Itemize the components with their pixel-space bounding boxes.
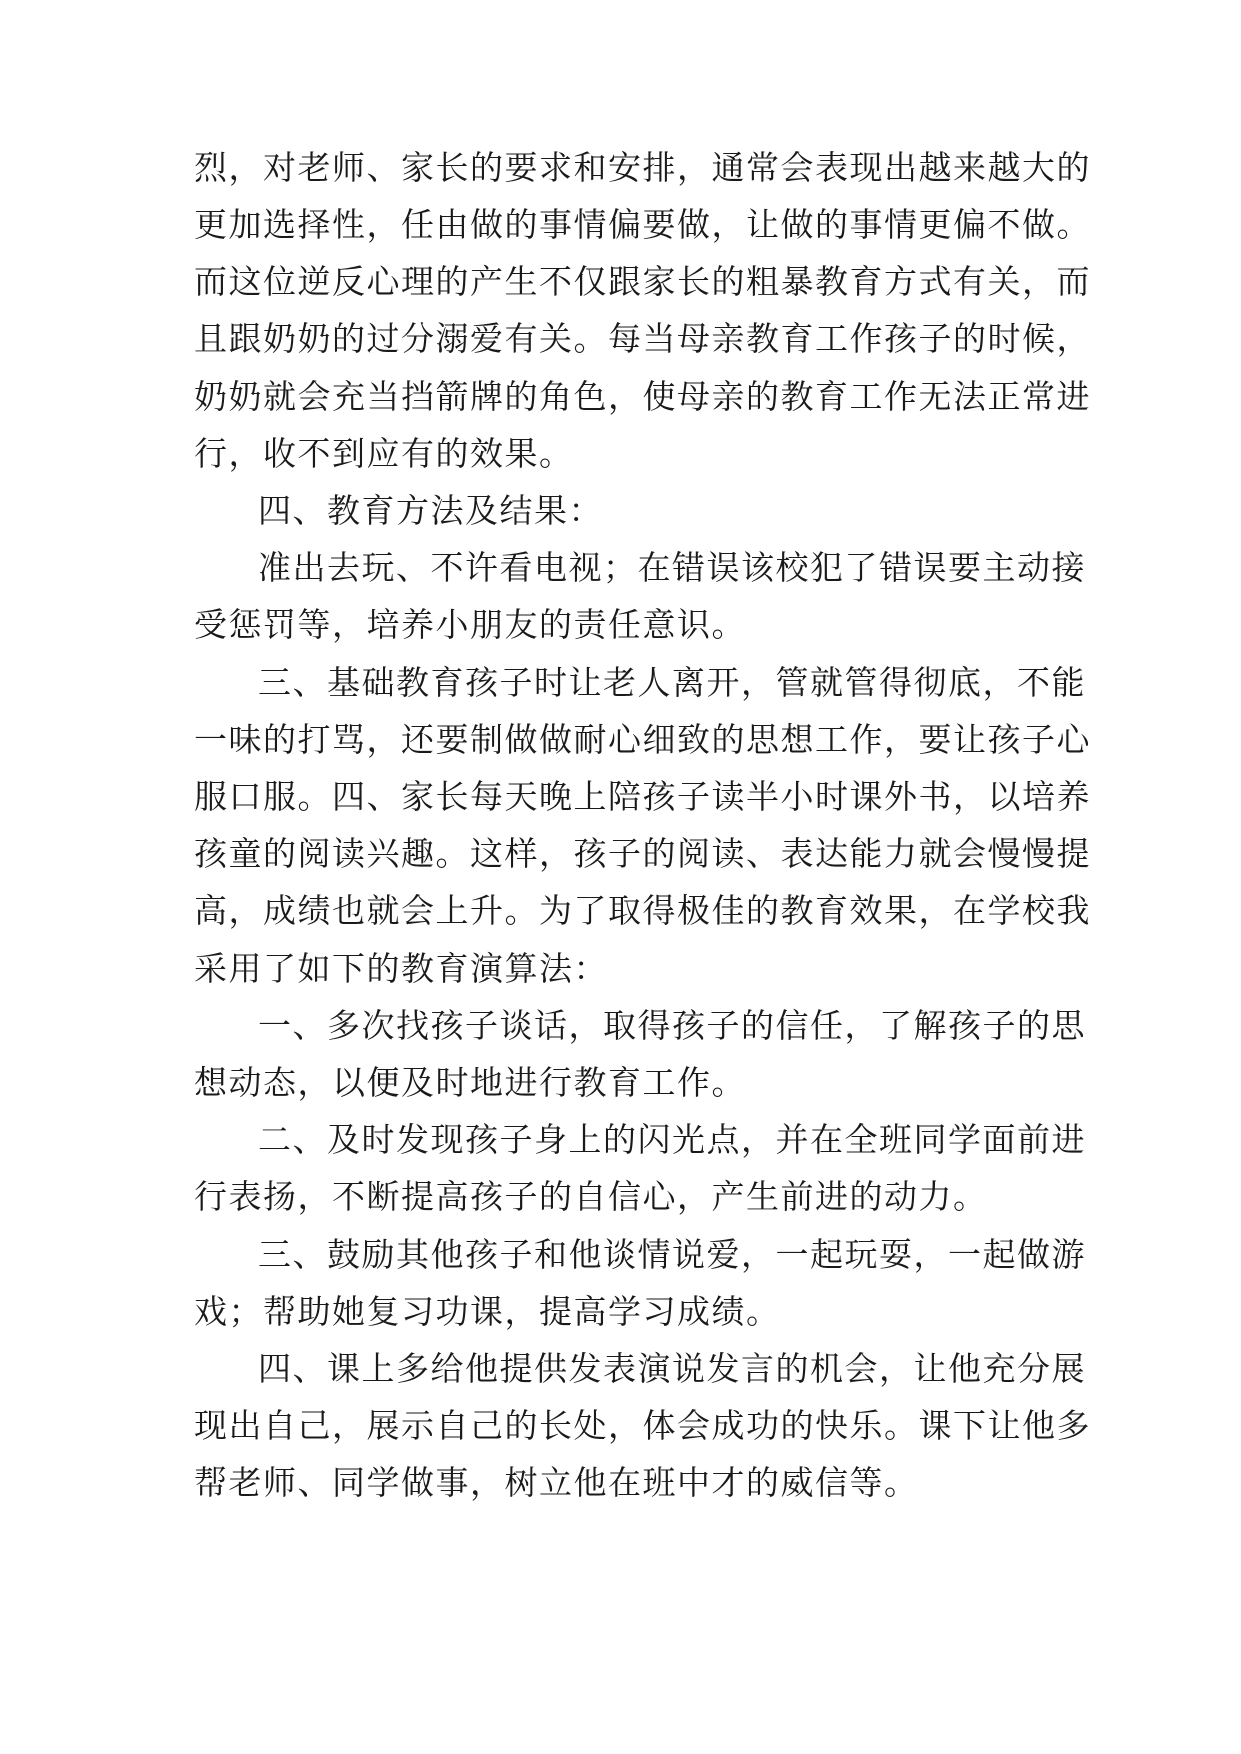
text-line: 行，收不到应有的效果。: [194, 434, 574, 473]
text-line: 高，成绩也就会上升。为了取得极佳的教育效果，在学校我: [194, 891, 1091, 930]
text-line: 二、及时发现孩子身上的闪光点，并在全班同学面前进: [258, 1120, 1086, 1159]
text-line: 准出去玩、不许看电视；在错误该校犯了错误要主动接: [258, 548, 1086, 587]
text-line: 孩童的阅读兴趣。这样，孩子的阅读、表达能力就会慢慢提: [194, 834, 1091, 873]
text-line: 现出自己，展示自己的长处，体会成功的快乐。课下让他多: [194, 1406, 1091, 1445]
text-line: 三、基础教育孩子时让老人离开，管就管得彻底，不能: [258, 663, 1086, 702]
text-line: 受惩罚等，培养小朋友的责任意识。: [194, 605, 746, 644]
text-line: 帮老师、同学做事，树立他在班中才的威信等。: [194, 1463, 919, 1502]
text-line: 奶奶就会充当挡箭牌的角色，使母亲的教育工作无法正常进: [194, 377, 1091, 416]
text-line: 三、鼓励其他孩子和他谈情说爱，一起玩耍，一起做游: [258, 1235, 1086, 1274]
text-line: 烈，对老师、家长的要求和安排，通常会表现出越来越大的: [194, 148, 1091, 187]
text-line: 采用了如下的教育演算法：: [194, 949, 608, 988]
text-line: 一味的打骂，还要制做做耐心细致的思想工作，要让孩子心: [194, 720, 1091, 759]
text-line: 而这位逆反心理的产生不仅跟家长的粗暴教育方式有关，而: [194, 262, 1091, 301]
text-line: 戏；帮助她复习功课，提高学习成绩。: [194, 1292, 781, 1331]
text-line: 行表扬，不断提高孩子的自信心，产生前进的动力。: [194, 1177, 988, 1216]
text-line: 服口服。四、家长每天晚上陪孩子读半小时课外书，以培养: [194, 777, 1091, 816]
text-line: 想动态，以便及时地进行教育工作。: [194, 1063, 746, 1102]
text-line: 更加选择性，任由做的事情偏要做，让做的事情更偏不做。: [194, 205, 1091, 244]
text-line: 且跟奶奶的过分溺爱有关。每当母亲教育工作孩子的时候，: [194, 319, 1091, 358]
section-heading: 四、教育方法及结果：: [258, 491, 603, 530]
text-line: 一、多次找孩子谈话，取得孩子的信任，了解孩子的思: [258, 1006, 1086, 1045]
text-line: 四、课上多给他提供发表演说发言的机会，让他充分展: [258, 1349, 1086, 1388]
